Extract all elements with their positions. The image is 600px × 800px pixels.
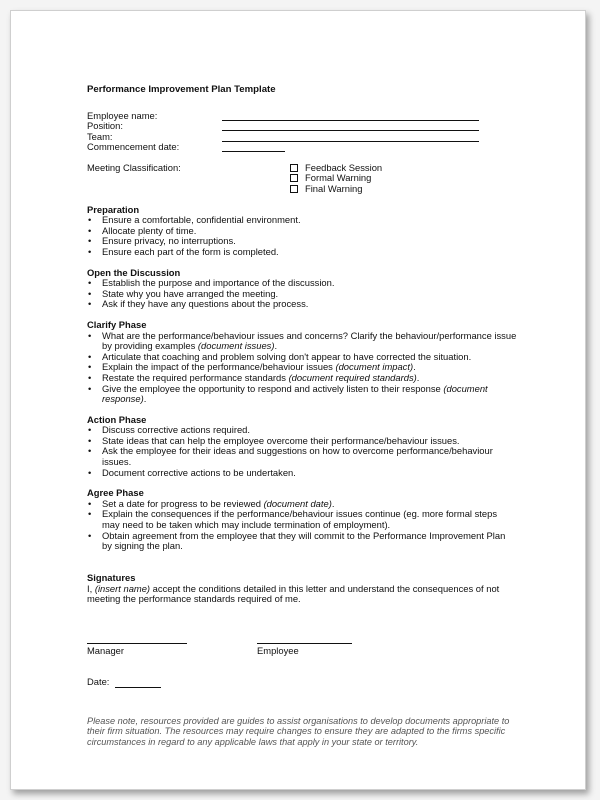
final-warning-checkbox[interactable] <box>290 185 298 193</box>
list-item: • State why you have arranged the meeting. <box>87 289 517 300</box>
signatures-section <box>87 572 517 687</box>
meeting-classification <box>87 163 517 195</box>
list-item <box>87 509 517 530</box>
section-open-discussion <box>87 268 517 310</box>
list-item: • Ask if they have any questions about the process. <box>87 299 517 310</box>
position-label: Position: <box>87 120 123 132</box>
item-tail: . <box>413 361 416 373</box>
item-emphasis: (document required standards) <box>288 371 417 383</box>
final-warning-label: Final Warning <box>305 182 363 194</box>
section-clarify-phase <box>87 320 517 405</box>
item-text: Set a date for progress to be reviewed <box>102 497 264 509</box>
section-heading: Preparation <box>87 203 140 215</box>
signatures-heading: Signatures <box>87 572 136 583</box>
date-label: Date: <box>87 676 110 687</box>
item-emphasis: (document response) <box>102 382 488 405</box>
statement-insert-name: (insert name) <box>94 582 151 594</box>
feedback-session-label: Feedback Session <box>305 161 383 173</box>
meeting-options <box>290 163 382 195</box>
item-tail: . <box>143 393 147 405</box>
formal-warning-label: Formal Warning <box>305 172 372 184</box>
section-heading: Action Phase <box>87 413 147 425</box>
item-emphasis: (document impact) <box>335 361 414 373</box>
list-item: • Ask the employee for their ideas and suggestions on how to overcome performance/behaviour issues. <box>87 446 517 467</box>
meeting-classification-label: Meeting Classification: <box>87 161 181 173</box>
feedback-session-checkbox[interactable] <box>290 164 298 172</box>
formal-warning-checkbox[interactable] <box>290 174 298 182</box>
commencement-date-field[interactable] <box>222 151 285 152</box>
list-item: • Discuss corrective actions required. <box>87 425 517 436</box>
commencement-date-label: Commencement date: <box>87 141 180 153</box>
signatures-statement <box>87 584 517 605</box>
bullet-list <box>87 425 517 478</box>
item-text: Restate the required performance standards <box>102 371 289 383</box>
item-emphasis: (document issues) <box>197 340 275 352</box>
item-tail: . <box>274 340 278 352</box>
list-item <box>87 384 517 405</box>
commencement-date-row <box>87 142 517 153</box>
manager-label: Manager <box>87 645 125 656</box>
disclaimer-note: Please note, resources provided are guides to assist organisations to develop documents appropriate to their firm situation. The resources may require changes to ensure they are adapted to the firms specific circumstances in regard to any applicable laws that apply in your state or territory. <box>87 716 510 747</box>
signature-lines <box>87 643 517 663</box>
document-title: Performance Improvement Plan Template <box>87 84 276 95</box>
document-body <box>87 85 517 552</box>
date-field[interactable] <box>115 678 161 688</box>
bullet-list <box>87 215 517 257</box>
employee-signature-field[interactable] <box>257 643 352 644</box>
position-row <box>87 121 517 132</box>
option-final-warning[interactable] <box>290 184 382 195</box>
section-action-phase <box>87 415 517 479</box>
signature-date-row <box>87 677 161 688</box>
employee-name-label: Employee name: <box>87 109 158 121</box>
employee-signature <box>257 643 352 657</box>
list-item: • Establish the purpose and importance of the discussion. <box>87 278 517 289</box>
manager-signature <box>87 643 187 657</box>
list-item <box>87 531 517 552</box>
statement-start: I, <box>87 582 95 594</box>
section-agree-phase <box>87 488 517 552</box>
section-heading: Agree Phase <box>87 487 144 499</box>
manager-signature-field[interactable] <box>87 643 187 644</box>
item-text: What are the performance/behaviour issues and concerns? Clarify the behaviour/performance issue by providing examples <box>102 329 517 352</box>
statement-end: accept the conditions detailed in this letter and understand the consequences of not meeting the performance standards required of me. <box>87 582 500 605</box>
employee-label: Employee <box>257 645 299 656</box>
item-tail: . <box>416 371 420 383</box>
employee-name-row <box>87 111 517 122</box>
list-item: • Ensure a comfortable, confidential environment. <box>87 215 517 226</box>
list-item: • Ensure privacy, no interruptions. <box>87 236 517 247</box>
bullet-list <box>87 499 517 552</box>
list-item: • Ensure each part of the form is completed. <box>87 247 517 258</box>
section-heading: Clarify Phase <box>87 318 147 330</box>
item-text: Explain the impact of the performance/behaviour issues <box>102 361 336 373</box>
item-emphasis: (document date) <box>263 497 332 509</box>
team-label: Team: <box>87 130 113 142</box>
section-heading: Open the Discussion <box>87 266 181 278</box>
bullet-list <box>87 331 517 405</box>
item-text: Give the employee the opportunity to respond and actively listen to their response <box>102 382 444 394</box>
bullet-list <box>87 278 517 310</box>
item-tail: . <box>331 497 335 509</box>
list-item <box>87 331 517 352</box>
item-text: Obtain agreement from the employee that they will commit to the Performance Improvement Plan by signing the plan. <box>102 529 506 552</box>
list-item: • Document corrective actions to be undertaken. <box>87 468 517 479</box>
item-text: Articulate that coaching and problem solving don't appear to have corrected the situation. <box>102 350 472 362</box>
employee-fields <box>87 111 517 153</box>
item-text: Explain the consequences if the performance/behaviour issues continue (eg. more formal steps may need to be taken which may include termination of employment). <box>102 508 498 531</box>
list-item: • Allocate plenty of time. <box>87 226 517 237</box>
list-item: • State ideas that can help the employee overcome their performance/behaviour issues. <box>87 436 517 447</box>
section-preparation <box>87 205 517 258</box>
